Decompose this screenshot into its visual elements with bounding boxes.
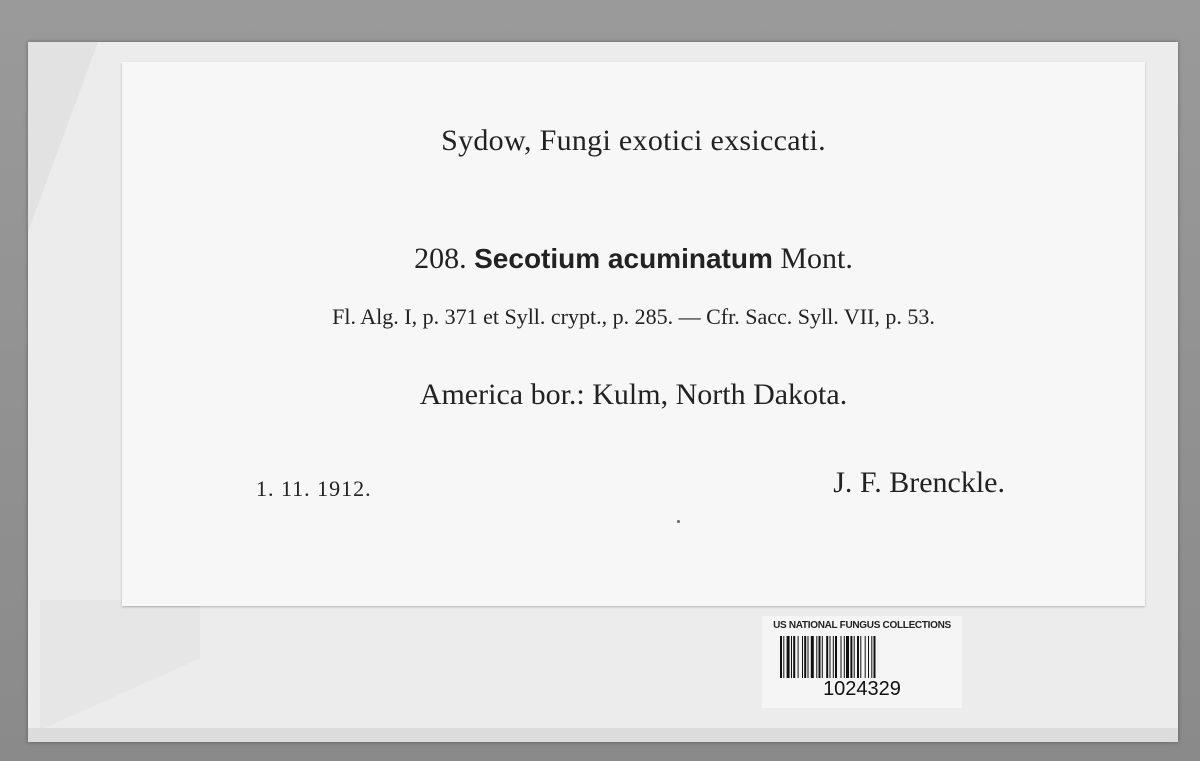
collection-date: 1. 11. 1912. bbox=[256, 476, 372, 501]
barcode-bar bbox=[816, 636, 817, 678]
barcode-bar bbox=[793, 636, 795, 678]
barcode-bar bbox=[804, 636, 806, 678]
barcode-bar bbox=[822, 636, 823, 678]
barcode-bar bbox=[846, 636, 849, 678]
barcode-bar bbox=[860, 636, 861, 678]
barcode-bar bbox=[857, 636, 859, 678]
barcode-bar bbox=[802, 636, 803, 678]
specimen-label bbox=[122, 62, 1145, 606]
barcode-bar bbox=[826, 636, 828, 678]
barcode-bar bbox=[830, 636, 831, 678]
locality: America bor.: Kulm, North Dakota. bbox=[419, 378, 848, 411]
barcode-bar bbox=[835, 636, 837, 678]
barcode-bar bbox=[808, 636, 809, 678]
barcode-bar bbox=[841, 636, 842, 678]
barcode-bar bbox=[783, 636, 784, 678]
barcode-bar bbox=[850, 636, 852, 678]
barcode-label bbox=[762, 616, 962, 708]
barcode-bar bbox=[865, 636, 866, 678]
paper-speck bbox=[677, 520, 680, 523]
barcode-bar bbox=[819, 636, 821, 678]
barcode-number: 1024329 bbox=[823, 678, 901, 700]
series-title: Sydow, Fungi exotici exsiccati. bbox=[441, 124, 826, 157]
barcode-bar bbox=[780, 636, 782, 678]
barcode-bar bbox=[811, 636, 814, 678]
barcode-bar bbox=[791, 636, 792, 678]
barcode-bar bbox=[844, 636, 845, 678]
barcode-bars bbox=[780, 636, 945, 678]
barcode-bar bbox=[874, 636, 876, 678]
exsiccata-number: 208. bbox=[414, 242, 467, 275]
taxon-line bbox=[122, 242, 1145, 276]
literature-references: Fl. Alg. I, p. 371 et Syll. crypt., p. 285. — Cfr. Sacc. Syll. VII, p. 53. bbox=[332, 304, 935, 329]
collector-name: J. F. Brenckle. bbox=[833, 466, 1005, 499]
envelope-bottom-edge bbox=[28, 728, 1178, 742]
barcode-bar bbox=[787, 636, 790, 678]
envelope-flap-top bbox=[28, 42, 98, 232]
species-name: Secotium acuminatum bbox=[474, 243, 773, 274]
barcode-header: US NATIONAL FUNGUS COLLECTIONS bbox=[773, 620, 951, 631]
barcode-bar bbox=[854, 636, 855, 678]
barcode-bar bbox=[868, 636, 869, 678]
barcode-bar bbox=[833, 636, 834, 678]
barcode-bar bbox=[798, 636, 799, 678]
species-author: Mont. bbox=[780, 242, 853, 275]
barcode-bar bbox=[871, 636, 872, 678]
